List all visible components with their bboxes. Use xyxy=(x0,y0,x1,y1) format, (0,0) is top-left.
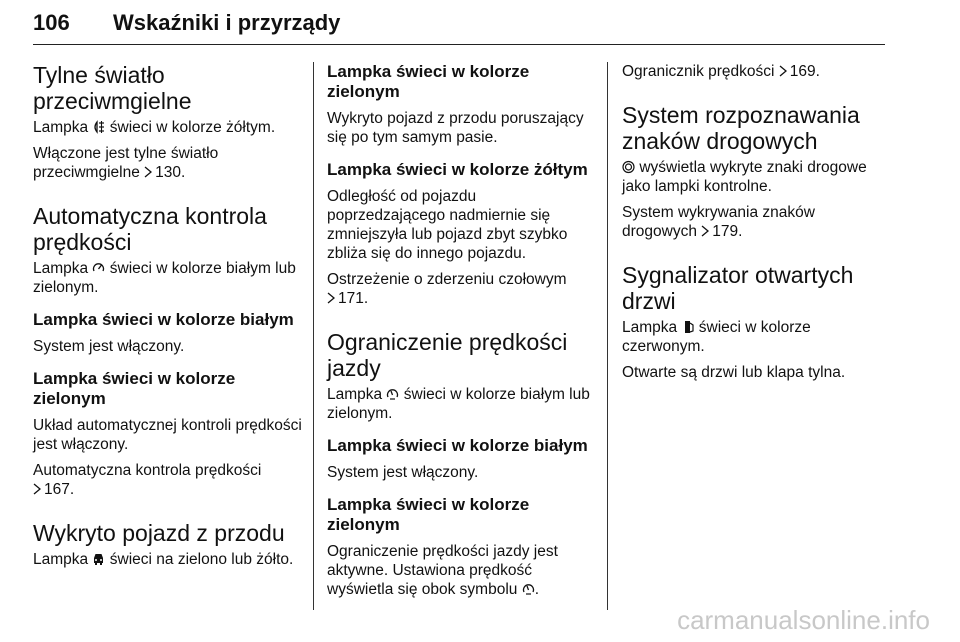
paragraph: wyświetla wykryte znaki drogowe jako lampki kontrolne. xyxy=(622,159,867,195)
paragraph: System jest włączony. xyxy=(327,464,479,481)
rear-fog-light-icon xyxy=(92,120,105,134)
paragraph: Lampka świeci w kolorze czerwonym. xyxy=(622,319,811,355)
watermark: carmanualsonline.info xyxy=(677,605,930,635)
section-title-door-open: Sygnalizator otwartych drzwi xyxy=(622,262,854,314)
paragraph: Automatyczna kontrola prędkości 167. xyxy=(33,462,262,498)
column-divider xyxy=(607,62,608,610)
page-number: 106 xyxy=(33,10,70,35)
section-title-rear-fog: Tylne światło przeciwmgielne xyxy=(33,62,192,114)
paragraph: Lampka świeci w kolorze żółtym. xyxy=(33,119,276,136)
section-title-speed-limiter: Ograniczenie prędkości jazdy xyxy=(327,329,568,381)
section-title-traffic-sign: System rozpoznawania znaków drogowych xyxy=(622,102,860,154)
subheading: Lampka świeci w kolorze zielonym xyxy=(327,495,530,534)
page-reference-arrow-icon xyxy=(144,164,152,176)
paragraph: Lampka świeci w kolorze białym lub zielonym. xyxy=(327,386,590,422)
section-title-vehicle-ahead: Wykryto pojazd z przodu xyxy=(33,520,285,546)
paragraph: Ogranicznik prędkości 169. xyxy=(622,63,820,80)
subheading: Lampka świeci w kolorze zielonym xyxy=(33,369,236,408)
subheading: Lampka świeci w kolorze białym xyxy=(327,436,588,455)
page-reference-arrow-icon xyxy=(33,481,41,493)
page-header xyxy=(33,8,885,45)
speed-limiter-icon xyxy=(522,582,535,596)
paragraph: Odległość od pojazdu poprzedzającego nadmiernie się zmniejszyła lub pojazd zbyt szybko zbliża się do innego pojazdu. xyxy=(327,188,568,262)
door-open-icon xyxy=(681,320,694,334)
paragraph: Ograniczenie prędkości jazdy jest aktywne. Ustawiona prędkość wyświetla się obok symbolu . xyxy=(327,543,558,598)
speed-limiter-icon xyxy=(386,387,399,401)
subheading: Lampka świeci w kolorze żółtym xyxy=(327,160,588,179)
traffic-sign-recognition-icon xyxy=(622,160,635,174)
column-2 xyxy=(327,62,597,606)
subheading: Lampka świeci w kolorze białym xyxy=(33,310,294,329)
paragraph: Lampka świeci na zielono lub żółto. xyxy=(33,551,294,568)
paragraph: System wykrywania znaków drogowych 179. xyxy=(622,204,815,240)
paragraph: Układ automatycznej kontroli prędkości jest włączony. xyxy=(33,417,302,453)
cruise-control-icon xyxy=(92,261,105,275)
subheading: Lampka świeci w kolorze zielonym xyxy=(327,62,530,101)
column-3 xyxy=(622,62,892,389)
page-reference-arrow-icon xyxy=(701,223,709,235)
paragraph: Otwarte są drzwi lub klapa tylna. xyxy=(622,364,846,381)
paragraph: Wykryto pojazd z przodu poruszający się po tym samym pasie. xyxy=(327,110,584,146)
paragraph: System jest włączony. xyxy=(33,338,185,355)
column-divider xyxy=(313,62,314,610)
page-reference-arrow-icon xyxy=(779,63,787,75)
paragraph: Włączone jest tylne światło przeciwmgielne 130. xyxy=(33,145,219,181)
paragraph: Lampka świeci w kolorze białym lub zielonym. xyxy=(33,260,296,296)
page-reference-arrow-icon xyxy=(327,290,335,302)
paragraph: Ostrzeżenie o zderzeniu czołowym 171. xyxy=(327,271,567,307)
running-title: Wskaźniki i przyrządy xyxy=(113,10,341,35)
column-1 xyxy=(33,62,303,576)
vehicle-ahead-icon xyxy=(92,552,105,566)
section-title-cruise-control: Automatyczna kontrola prędkości xyxy=(33,203,267,255)
